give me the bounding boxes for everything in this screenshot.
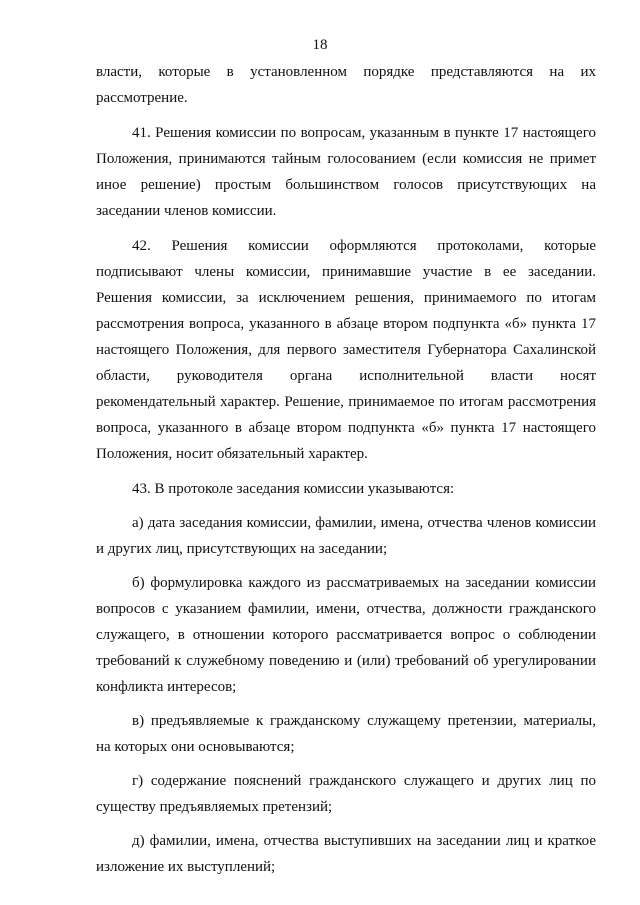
paragraph-43-g: г) содержание пояснений гражданского служащего и других лиц по существу предъявляемых претензий;: [96, 773, 596, 815]
paragraph-43-d: д) фамилии, имена, отчества выступивших на заседании лиц и краткое изложение их выступлений;: [96, 833, 596, 875]
paragraph-43: 43. В протоколе заседания комиссии указываются:: [132, 481, 455, 497]
paragraph-continuation: власти, которые в установленном порядке представляются на их рассмотрение.: [96, 64, 596, 106]
document-body: [96, 59, 596, 880]
paragraph-43-b: б) формулировка каждого из рассматриваемых на заседании комиссии вопросов с указанием фамилии, имени, отчества, должности гражданского служащего, в отношении которого рассматривается вопрос о соблюдении требований к служебному поведению и (или) требований об урегулировании конфликта интересов;: [96, 575, 596, 695]
paragraph-41: 41. Решения комиссии по вопросам, указанным в пункте 17 настоящего Положения, принимаются тайным голосованием (если комиссия не примет иное решение) простым большинством голосов присутствующих на заседании членов комиссии.: [96, 125, 596, 219]
paragraph-43-a: а) дата заседания комиссии, фамилии, имена, отчества членов комиссии и других лиц, присутствующих на заседании;: [96, 515, 596, 557]
page-number: 18: [312, 37, 328, 53]
paragraph-43-v: в) предъявляемые к гражданскому служащему претензии, материалы, на которых они основываются;: [96, 713, 596, 755]
paragraph-42: 42. Решения комиссии оформляются протоколами, которые подписывают члены комиссии, принимавшие участие в ее заседании. Решения комиссии, за исключением решения, принимаемого по итогам рассмотрения вопроса, указанного в абзаце втором подпункта «б» пункта 17 настоящего Положения, для первого заместителя Губернатора Сахалинской области, руководителя органа исполнительной власти носят рекомендательный характер. Решение, принимаемое по итогам рассмотрения вопроса, указанного в абзаце втором подпункта «б» пункта 17 настоящего Положения, носит обязательный характер.: [96, 238, 596, 462]
